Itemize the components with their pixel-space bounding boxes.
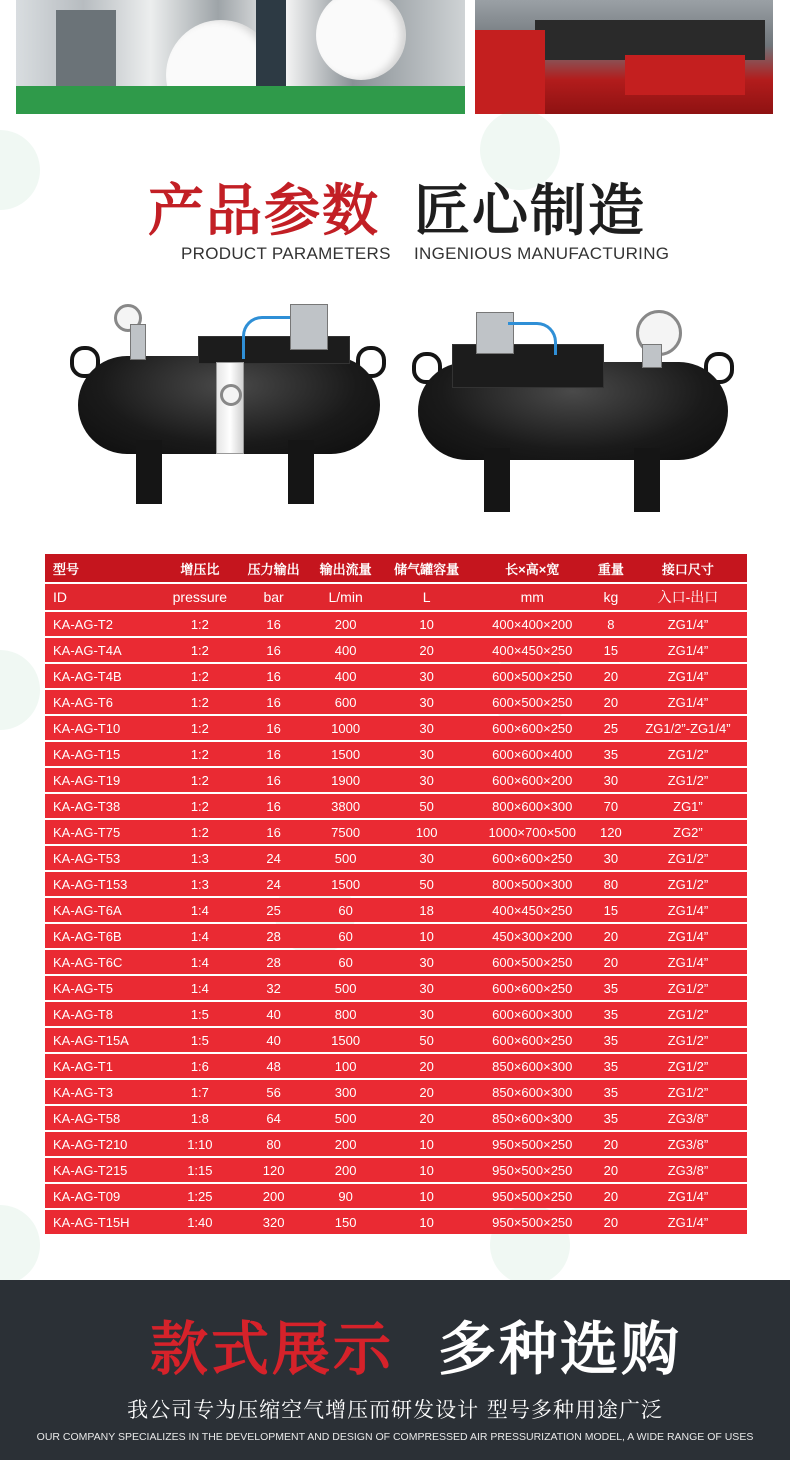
table-cell: 600×600×250 [472, 1028, 593, 1052]
table-cell: 1:5 [162, 1028, 237, 1052]
table-cell: 850×600×300 [472, 1080, 593, 1104]
table-row [45, 846, 747, 870]
table-cell: 20 [593, 1132, 629, 1156]
table-cell: 200 [310, 1132, 382, 1156]
table-cell: 500 [310, 1106, 382, 1130]
table-cell: KA-AG-T5 [45, 976, 162, 1000]
table-cell: 150 [310, 1210, 382, 1234]
watermark-logo [0, 650, 40, 730]
tank-leg [136, 440, 162, 504]
table-cell: 20 [382, 638, 472, 662]
table-row [45, 612, 747, 636]
table-cell: 50 [382, 1028, 472, 1052]
table-cell: KA-AG-T210 [45, 1132, 162, 1156]
table-cell: 100 [382, 820, 472, 844]
factory-photo-right [475, 0, 773, 114]
table-cell: ZG1/4” [629, 690, 747, 714]
table-cell: 20 [593, 1184, 629, 1208]
table-cell: KA-AG-T53 [45, 846, 162, 870]
table-unit-cell: kg [593, 584, 629, 610]
table-cell: 1:2 [162, 638, 237, 662]
table-cell: 35 [593, 1054, 629, 1078]
table-cell: 600 [310, 690, 382, 714]
table-cell: 1000 [310, 716, 382, 740]
table-cell: 50 [382, 794, 472, 818]
table-cell: 1:3 [162, 872, 237, 896]
table-cell: KA-AG-T6C [45, 950, 162, 974]
table-cell: 10 [382, 1132, 472, 1156]
table-cell: 40 [238, 1028, 310, 1052]
table-cell: 1500 [310, 1028, 382, 1052]
table-cell: 16 [238, 664, 310, 688]
table-cell: 1:40 [162, 1210, 237, 1234]
table-cell: 60 [310, 924, 382, 948]
table-cell: 10 [382, 924, 472, 948]
banner-english-text: OUR COMPANY SPECIALIZES IN THE DEVELOPMENT AND DESIGN OF COMPRESSED AIR PRESSURIZATION MODEL, A WIDE RANGE OF USES [36, 1431, 754, 1443]
banner-title-cn-red: 款式展示 [150, 1315, 395, 1383]
factory-photo-left [16, 0, 465, 114]
table-unit-cell: L/min [310, 584, 382, 610]
table-unit-cell: L [382, 584, 472, 610]
machine-frame-red [475, 30, 545, 114]
table-cell: ZG1/4” [629, 638, 747, 662]
table-cell: 80 [238, 1132, 310, 1156]
table-cell: 15 [593, 638, 629, 662]
table-cell: 800×500×300 [472, 872, 593, 896]
table-cell: 25 [593, 716, 629, 740]
table-cell: 1:4 [162, 976, 237, 1000]
table-cell: 400 [310, 664, 382, 688]
table-cell: KA-AG-T10 [45, 716, 162, 740]
table-cell: ZG1/2” [629, 1028, 747, 1052]
table-cell: 35 [593, 1080, 629, 1104]
table-cell: 400×400×200 [472, 612, 593, 636]
table-cell: KA-AG-T09 [45, 1184, 162, 1208]
table-cell: ZG3/8” [629, 1132, 747, 1156]
table-row [45, 898, 747, 922]
filter-gauge-icon [220, 384, 242, 406]
table-cell: 1:5 [162, 1002, 237, 1026]
table-cell: 120 [593, 820, 629, 844]
table-cell: 950×500×250 [472, 1158, 593, 1182]
table-cell: 1900 [310, 768, 382, 792]
table-cell: 10 [382, 1210, 472, 1234]
table-cell: 1:2 [162, 716, 237, 740]
table-cell: KA-AG-T4A [45, 638, 162, 662]
table-cell: 3800 [310, 794, 382, 818]
table-cell: 16 [238, 638, 310, 662]
title-cn-red: 产品参数 [148, 179, 380, 244]
table-row [45, 1028, 747, 1052]
table-cell: ZG1/4” [629, 612, 747, 636]
table-row [45, 1054, 747, 1078]
table-header-cell: 型号 [45, 554, 162, 582]
table-header-cell: 储气罐容量 [382, 554, 472, 582]
table-cell: 850×600×300 [472, 1054, 593, 1078]
table-cell: 35 [593, 1028, 629, 1052]
table-cell: ZG1/2” [629, 1054, 747, 1078]
table-cell: 20 [593, 664, 629, 688]
table-cell: ZG3/8” [629, 1158, 747, 1182]
table-cell: KA-AG-T2 [45, 612, 162, 636]
tank-leg [484, 448, 510, 512]
valve-icon [130, 324, 146, 360]
watermark-logo [0, 1205, 40, 1285]
table-cell: ZG1/4” [629, 924, 747, 948]
table-cell: 20 [593, 1210, 629, 1234]
table-cell: ZG1/4” [629, 950, 747, 974]
table-header-cell: 压力输出 [238, 554, 310, 582]
table-row [45, 872, 747, 896]
table-cell: 1:2 [162, 742, 237, 766]
table-cell: 1:8 [162, 1106, 237, 1130]
title-en-right: INGENIOUS MANUFACTURING [414, 244, 670, 263]
table-cell: 600×600×300 [472, 1002, 593, 1026]
table-cell: 7500 [310, 820, 382, 844]
table-cell: 1:2 [162, 768, 237, 792]
table-cell: 950×500×250 [472, 1184, 593, 1208]
table-cell: 20 [593, 690, 629, 714]
table-cell: 16 [238, 820, 310, 844]
table-cell: 1:4 [162, 924, 237, 948]
table-cell: 600×600×400 [472, 742, 593, 766]
table-row [45, 1132, 747, 1156]
table-cell: KA-AG-T153 [45, 872, 162, 896]
table-unit-cell: 入口-出口 [629, 584, 747, 610]
table-cell: 200 [310, 1158, 382, 1182]
table-row [45, 950, 747, 974]
table-cell: 400×450×250 [472, 898, 593, 922]
table-cell: 16 [238, 742, 310, 766]
table-cell: KA-AG-T6A [45, 898, 162, 922]
table-cell: 30 [382, 846, 472, 870]
table-cell: KA-AG-T1 [45, 1054, 162, 1078]
table-cell: ZG1/2” [629, 768, 747, 792]
table-cell: 20 [382, 1054, 472, 1078]
table-cell: ZG1/2” [629, 846, 747, 870]
table-cell: 20 [593, 924, 629, 948]
table-cell: 40 [238, 1002, 310, 1026]
table-cell: 28 [238, 950, 310, 974]
table-cell: 56 [238, 1080, 310, 1104]
table-cell: ZG1/4” [629, 1210, 747, 1234]
table-cell: 70 [593, 794, 629, 818]
table-cell: 1:25 [162, 1184, 237, 1208]
table-cell: 16 [238, 690, 310, 714]
table-cell: 1:3 [162, 846, 237, 870]
table-cell: 28 [238, 924, 310, 948]
table-cell: KA-AG-T3 [45, 1080, 162, 1104]
table-cell: 20 [593, 950, 629, 974]
table-cell: 30 [382, 664, 472, 688]
table-cell: KA-AG-T15H [45, 1210, 162, 1234]
table-unit-cell: mm [472, 584, 593, 610]
table-cell: 20 [593, 1158, 629, 1182]
table-cell: 320 [238, 1210, 310, 1234]
table-cell: KA-AG-T6B [45, 924, 162, 948]
table-cell: 1:10 [162, 1132, 237, 1156]
table-cell: 1:2 [162, 664, 237, 688]
machine-frame-red [625, 55, 745, 95]
table-cell: 1500 [310, 872, 382, 896]
table-header-cell: 输出流量 [310, 554, 382, 582]
table-cell: 30 [382, 742, 472, 766]
table-cell: 600×500×250 [472, 950, 593, 974]
table-cell: 24 [238, 872, 310, 896]
table-cell: KA-AG-T15A [45, 1028, 162, 1052]
table-cell: 600×600×200 [472, 768, 593, 792]
table-cell: 200 [310, 612, 382, 636]
table-header-cell: 接口尺寸 [629, 554, 747, 582]
table-cell: 10 [382, 1158, 472, 1182]
table-cell: 600×600×250 [472, 846, 593, 870]
filter-regulator-icon [216, 362, 244, 454]
table-cell: 1:15 [162, 1158, 237, 1182]
booster-valve-icon [290, 304, 328, 350]
table-cell: 90 [310, 1184, 382, 1208]
table-cell: 30 [382, 690, 472, 714]
table-cell: 120 [238, 1158, 310, 1182]
table-cell: 1:2 [162, 794, 237, 818]
table-cell: 30 [382, 716, 472, 740]
table-cell: 600×500×250 [472, 690, 593, 714]
table-cell: 950×500×250 [472, 1132, 593, 1156]
table-cell: 60 [310, 950, 382, 974]
table-cell: KA-AG-T215 [45, 1158, 162, 1182]
table-cell: 48 [238, 1054, 310, 1078]
table-cell: ZG1/4” [629, 1184, 747, 1208]
table-cell: ZG1/2”-ZG1/4” [629, 716, 747, 740]
table-cell: 1000×700×500 [472, 820, 593, 844]
table-cell: 20 [382, 1080, 472, 1104]
table-cell: ZG1/4” [629, 664, 747, 688]
table-cell: 15 [593, 898, 629, 922]
table-cell: ZG2” [629, 820, 747, 844]
tank-leg [288, 440, 314, 504]
product-image-left [70, 300, 390, 510]
table-row [45, 1002, 747, 1026]
table-cell: 1:2 [162, 612, 237, 636]
table-cell: 500 [310, 846, 382, 870]
table-cell: KA-AG-T19 [45, 768, 162, 792]
table-cell: 16 [238, 716, 310, 740]
title-cn-dark: 匠心制造 [414, 179, 646, 244]
table-row [45, 690, 747, 714]
table-cell: 30 [593, 846, 629, 870]
table-cell: ZG1/2” [629, 1002, 747, 1026]
table-header-cell: 长×高×宽 [472, 554, 593, 582]
table-cell: 850×600×300 [472, 1106, 593, 1130]
table-cell: ZG3/8” [629, 1106, 747, 1130]
air-pipe [508, 322, 557, 355]
table-cell: ZG1/2” [629, 976, 747, 1000]
table-cell: 500 [310, 976, 382, 1000]
parameter-table [45, 552, 747, 1236]
factory-floor [16, 86, 465, 114]
table-cell: 300 [310, 1080, 382, 1104]
table-unit-cell: ID [45, 584, 162, 610]
parameters-title [0, 170, 790, 270]
table-row [45, 924, 747, 948]
table-cell: 35 [593, 742, 629, 766]
table-row [45, 976, 747, 1000]
table-cell: 600×600×250 [472, 716, 593, 740]
table-cell: 1:4 [162, 898, 237, 922]
table-header-cell: 增压比 [162, 554, 237, 582]
table-cell: 400×450×250 [472, 638, 593, 662]
table-header-cell: 重量 [593, 554, 629, 582]
table-cell: 10 [382, 1184, 472, 1208]
style-display-banner [0, 1280, 790, 1460]
banner-title-cn-white: 多种选购 [438, 1315, 683, 1383]
table-cell: 35 [593, 1106, 629, 1130]
table-cell: 30 [382, 950, 472, 974]
table-row [45, 1106, 747, 1130]
table-cell: ZG1” [629, 794, 747, 818]
table-cell: 16 [238, 794, 310, 818]
table-cell: 30 [382, 768, 472, 792]
table-row [45, 794, 747, 818]
table-cell: KA-AG-T8 [45, 1002, 162, 1026]
table-cell: 16 [238, 612, 310, 636]
table-cell: ZG1/4” [629, 898, 747, 922]
tank-leg [634, 448, 660, 512]
table-cell: 24 [238, 846, 310, 870]
table-cell: KA-AG-T6 [45, 690, 162, 714]
table-cell: 80 [593, 872, 629, 896]
table-row [45, 768, 747, 792]
table-unit-cell: pressure [162, 584, 237, 610]
table-cell: 25 [238, 898, 310, 922]
table-cell: 10 [382, 612, 472, 636]
valve-icon [642, 344, 662, 368]
table-cell: 1500 [310, 742, 382, 766]
table-unit-cell: bar [238, 584, 310, 610]
table-cell: 1:4 [162, 950, 237, 974]
top-photo-strip [0, 0, 790, 114]
table-cell: 950×500×250 [472, 1210, 593, 1234]
table-row [45, 1080, 747, 1104]
paper-roll [316, 0, 406, 80]
table-row [45, 1184, 747, 1208]
table-cell: ZG1/2” [629, 872, 747, 896]
table-row [45, 1210, 747, 1234]
machine-frame [56, 10, 116, 90]
table-cell: 1:7 [162, 1080, 237, 1104]
machine-bed [535, 20, 765, 60]
table-cell: KA-AG-T75 [45, 820, 162, 844]
table-cell: 450×300×200 [472, 924, 593, 948]
air-pipe [242, 316, 295, 359]
banner-subtitle: 我公司专为压缩空气增压而研发设计 型号多种用途广泛 [127, 1398, 663, 1422]
table-cell: 30 [593, 768, 629, 792]
table-cell: 8 [593, 612, 629, 636]
table-cell: 1:2 [162, 690, 237, 714]
product-image-right [412, 300, 738, 515]
table-cell: 1:2 [162, 820, 237, 844]
table-cell: 1:6 [162, 1054, 237, 1078]
table-cell: 64 [238, 1106, 310, 1130]
table-unit-row [45, 584, 747, 610]
table-cell: 60 [310, 898, 382, 922]
table-row [45, 716, 747, 740]
table-cell: 32 [238, 976, 310, 1000]
table-cell: ZG1/2” [629, 1080, 747, 1104]
table-cell: 50 [382, 872, 472, 896]
table-cell: 35 [593, 1002, 629, 1026]
table-header-row [45, 554, 747, 582]
table-cell: 20 [382, 1106, 472, 1130]
table-row [45, 1158, 747, 1182]
table-row [45, 742, 747, 766]
table-cell: 18 [382, 898, 472, 922]
table-cell: 600×500×250 [472, 664, 593, 688]
table-cell: 35 [593, 976, 629, 1000]
table-cell: 30 [382, 976, 472, 1000]
table-cell: KA-AG-T4B [45, 664, 162, 688]
table-cell: 30 [382, 1002, 472, 1026]
table-cell: ZG1/2” [629, 742, 747, 766]
table-row [45, 638, 747, 662]
table-cell: KA-AG-T15 [45, 742, 162, 766]
table-cell: 400 [310, 638, 382, 662]
table-cell: KA-AG-T38 [45, 794, 162, 818]
table-row [45, 664, 747, 688]
table-row [45, 820, 747, 844]
table-cell: KA-AG-T58 [45, 1106, 162, 1130]
table-cell: 100 [310, 1054, 382, 1078]
table-cell: 600×600×250 [472, 976, 593, 1000]
table-cell: 800 [310, 1002, 382, 1026]
table-cell: 800×600×300 [472, 794, 593, 818]
table-cell: 16 [238, 768, 310, 792]
title-en-left: PRODUCT PARAMETERS [181, 244, 391, 263]
table-cell: 200 [238, 1184, 310, 1208]
